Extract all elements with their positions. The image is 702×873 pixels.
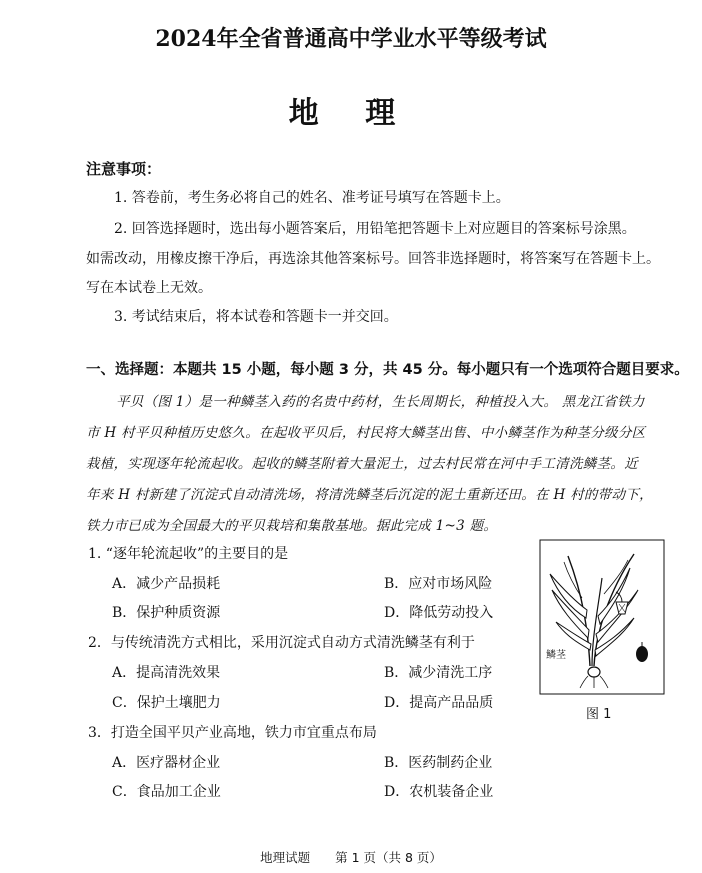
plant-illustration [538, 538, 666, 696]
question-3-option-b: B．医药制药企业 [384, 755, 493, 771]
question-3-option-c: C．食品加工企业 [112, 784, 221, 800]
question-1-stem: 1. “逐年轮流起收”的主要目的是 [88, 546, 289, 562]
question-1-option-b: B．应对市场风险 [384, 576, 493, 592]
question-1-option-a: A．减少产品损耗 [112, 576, 221, 592]
question-2-option-d: D．提高产品品质 [384, 695, 494, 711]
subject-title: 地 理 [288, 96, 414, 131]
notice-item-2-line-1: 2. 回答选择题时，选出每小题答案后，用铅笔把答题卡上对应题目的答案标号涂黑。 [114, 221, 636, 237]
question-3-stem: 3．打造全国平贝产业高地，铁力市宜重点布局 [88, 725, 377, 741]
passage-line-2: 市 H 村平贝种植历史悠久。在起收平贝后，村民将大鳞茎出售、中小鳞茎作为种茎分级分区 [86, 425, 646, 441]
question-3-option-d: D．农机装备企业 [384, 784, 494, 800]
bulb-drawing [636, 646, 648, 662]
notice-item-1: 1. 答卷前，考生务必将自己的姓名、准考证号填写在答题卡上。 [114, 190, 510, 206]
question-2-stem: 2．与传统清洗方式相比，采用沉淀式自动方式清洗鳞茎有利于 [88, 635, 475, 651]
question-2-option-b: B．减少清洗工序 [384, 665, 493, 681]
question-2-option-a: A．提高清洗效果 [112, 665, 221, 681]
passage-line-4: 年来 H 村新建了沉淀式自动清洗场，将清洗鳞茎后沉淀的泥土重新还田。在 H 村的带动下， [86, 487, 653, 503]
question-3-option-a: A．医疗器材企业 [112, 755, 221, 771]
notice-heading: 注意事项： [86, 160, 162, 178]
figure-1-caption: 图 1 [586, 707, 612, 722]
question-1-option-c: B．保护种质资源 [112, 605, 221, 621]
passage-line-3: 栽植，实现逐年轮流起收。起收的鳞茎附着大量泥土，过去村民常在河中手工清洗鳞茎。近 [86, 456, 638, 472]
notice-item-2-line-3: 写在本试卷上无效。 [86, 280, 212, 296]
notice-item-3: 3. 考试结束后，将本试卷和答题卡一并交回。 [114, 309, 398, 325]
question-2-option-c: C．保护土壤肥力 [112, 695, 221, 711]
question-1-option-d: D．降低劳动投入 [384, 605, 494, 621]
passage-line-5: 铁力市已成为全国最大的平贝栽培和集散基地。据此完成 1~3 题。 [86, 518, 498, 534]
section-heading: 一、选择题：本题共 15 小题，每小题 3 分，共 45 分。每小题只有一个选项符合题目要求。 [86, 362, 689, 378]
notice-item-2-line-2: 如需改动，用橡皮擦干净后，再选涂其他答案标号。回答非选择题时，将答案写在答题卡上。 [86, 251, 660, 267]
page-footer: 地理试题 第 1 页（共 8 页） [260, 850, 442, 865]
passage-line-1: 平贝（图 1）是一种鳞茎入药的名贵中药材，生长周期长，种植投入大。 黑龙江省铁力 [116, 394, 645, 410]
figure-bulb-label: 鳞茎 [546, 650, 566, 661]
figure-1-plant [538, 538, 666, 696]
exam-title: 2024年全省普通高中学业水平等级考试 [155, 26, 547, 52]
